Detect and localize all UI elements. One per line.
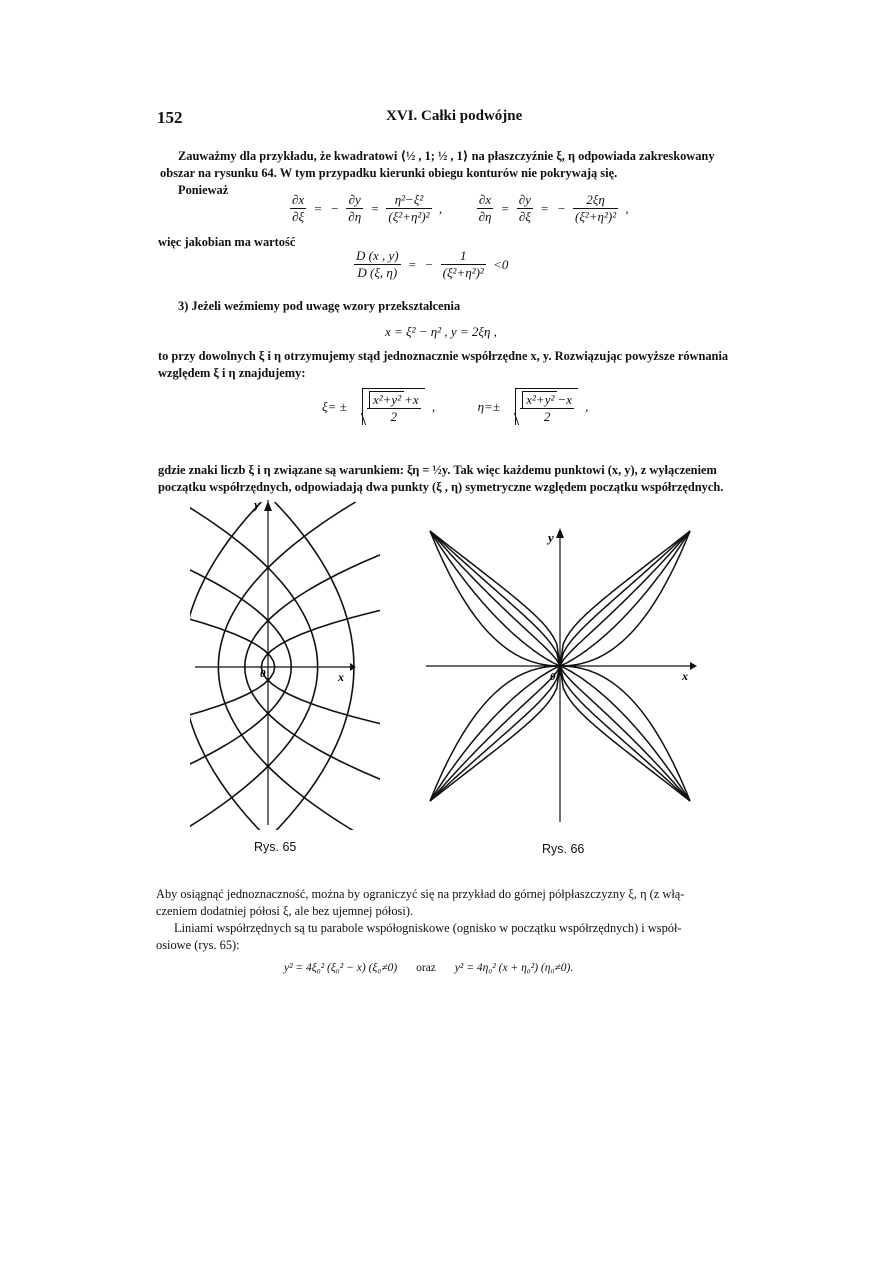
- page-number: 152: [157, 108, 183, 127]
- paragraph-4: 3) Jeżeli weźmiemy pod uwagę wzory przekształcenia: [178, 299, 461, 313]
- paragraph-6-line-2: początku współrzędnych, odpowiadają dwa punkty (ξ , η) symetryczne względem początku współrzędnych.: [158, 480, 724, 494]
- paragraph-5-line-2: względem ξ i η znajdujemy:: [158, 366, 306, 380]
- fig65-x-label: x: [338, 670, 344, 684]
- fig66-curve-3: [560, 666, 690, 801]
- fig65-y-arrow-icon: [264, 501, 272, 511]
- fig66-curve-3: [430, 531, 560, 666]
- fig66-curve-3: [560, 531, 690, 666]
- paragraph-7-line-1: Aby osiągnąć jednoznaczność, można by ograniczyć się na przykład do górnej półpłaszczyzny ξ, η (z włą-: [156, 887, 685, 901]
- fig66-curve-1: [430, 666, 560, 801]
- paragraph-8-line-2: osiowe (rys. 65):: [156, 938, 240, 952]
- fig65-parabola-right-0: [261, 502, 380, 830]
- paragraph-1: [160, 148, 738, 182]
- paragraph-6-line-1: gdzie znaki liczb ξ i η związane są warunkiem: ξη = ½y. Tak więc każdemu punktowi (x, y), z wyłączeniem: [158, 463, 717, 477]
- fig66-curve-0: [560, 666, 690, 801]
- parabola-family-2: y² = 4η₀² (x + η₀²) (η₀≠0).: [454, 962, 574, 974]
- transform-equation: x = ξ² − η² , y = 2ξη ,: [385, 324, 497, 339]
- chapter-title: XVI. Całki podwójne: [386, 108, 523, 124]
- paragraph-5-line-1: to przy dowolnych ξ i η otrzymujemy stąd jednoznacznie współrzędne x, y. Rozwiązując powyższe równania: [158, 349, 729, 363]
- fig66-y-label: y: [548, 530, 554, 545]
- paragraph-7: [156, 886, 746, 920]
- inverse-solution-equation: ξ= ± $\frac{\text{x²+y² +x}}{2}$ , η=± $\frac{\text{x²+y² −x}}{2}$ ,: [318, 388, 592, 425]
- fig66-curve-0: [560, 531, 690, 666]
- paragraph-6: [158, 462, 748, 496]
- fig66-curve-1: [560, 666, 690, 801]
- paragraph-1-line-2: obszar na rysunku 64. W tym przypadku kierunki obiegu konturów nie pokrywają się.: [160, 166, 618, 180]
- figure-66-caption: Rys. 66: [542, 842, 585, 856]
- paragraph-1-line-1: Zauważmy dla przykładu, że kwadratowi ⟨½ , 1; ½ , 1⟩ na płaszczyźnie ξ, η odpowiada zakreskowany: [178, 149, 715, 163]
- fraction-2: $\frac{2\xi\eta}{\text{(ξ²+η²)²}}$: [574, 192, 617, 224]
- parabolas-equation: [284, 962, 573, 974]
- fig65-parabola-right-1: [245, 502, 380, 830]
- partial-derivatives-equation: $\frac{\partial x}{\partial\xi}$ = − $\frac{\partial y}{\partial\eta}$ = $\frac{\text{η²−ξ²}}{\text{(ξ²+η²)²}}$ , $\frac{\partial x}{\partial\eta}$ = $\frac{\partial y}{\partial\xi}$ = − $\frac{2\xi\eta}{\text{(ξ²+η²)²}}$ ,: [292, 192, 629, 224]
- fig66-origin-label: 0: [550, 671, 556, 683]
- fig66-curve-2: [430, 666, 560, 801]
- fig65-parabola-left-1: [190, 502, 291, 830]
- fig66-curve-0: [430, 531, 560, 666]
- partial-fraction-2: $\frac{\partial y}{\partial\eta}$: [348, 192, 362, 224]
- fig66-x-arrow-icon: [690, 662, 697, 670]
- fig66-curve-1: [560, 531, 690, 666]
- fig66-curve-2: [430, 531, 560, 666]
- fig65-x-arrow-icon: [350, 663, 356, 671]
- fig65-origin-label: 0: [260, 668, 266, 680]
- conjunction-oraz: oraz: [416, 962, 436, 974]
- partial-fraction-4: $\frac{\partial y}{\partial\xi}$: [518, 192, 531, 224]
- fig66-curve-2: [560, 666, 690, 801]
- paragraph-2: Ponieważ: [178, 183, 229, 197]
- fig66-curve-4: [560, 531, 690, 666]
- figure-66-plot: [418, 522, 708, 827]
- fig66-curve-4: [560, 666, 690, 801]
- fig65-parabola-left-2: [190, 502, 318, 830]
- fig66-curve-0: [430, 666, 560, 801]
- fraction-1: $\frac{\text{η²−ξ²}}{\text{(ξ²+η²)²}}$: [388, 192, 430, 224]
- fig66-curve-1: [430, 531, 560, 666]
- fig66-y-arrow-icon: [556, 528, 564, 538]
- jacobian-equation: $\frac{D (x , y)}{D (\xi, \eta)}$ = − $\frac{1}{\text{(ξ²+η²)²}}$ <0: [356, 248, 509, 280]
- fig65-parabola-right-2: [218, 502, 355, 830]
- partial-fraction-1: $\frac{\partial x}{\partial\xi}$: [292, 192, 305, 224]
- fig66-curve-3: [430, 666, 560, 801]
- figure-65-plot: [190, 495, 380, 830]
- paragraph-8: [156, 920, 748, 954]
- fig65-y-label: y: [254, 497, 260, 512]
- paragraph-8-line-1: Liniami współrzędnych są tu parabole współogniskowe (ognisko w początku współrzędnych) i współ-: [174, 921, 682, 935]
- parabola-family-1: y² = 4ξ₀² (ξ₀² − x) (ξ₀≠0): [284, 962, 398, 974]
- paragraph-5: [158, 348, 738, 382]
- figure-65-caption: Rys. 65: [254, 840, 297, 854]
- fig66-x-label: x: [682, 669, 688, 683]
- fig66-curve-4: [430, 666, 560, 801]
- paragraph-7-line-2: czeniem dodatniej półosi ξ, ale bez ujemnej półosi).: [156, 904, 414, 918]
- partial-fraction-3: $\frac{\partial x}{\partial\eta}$: [478, 192, 492, 224]
- paragraph-3: więc jakobian ma wartość: [158, 235, 296, 249]
- fig66-curve-4: [430, 531, 560, 666]
- fig66-curve-2: [560, 531, 690, 666]
